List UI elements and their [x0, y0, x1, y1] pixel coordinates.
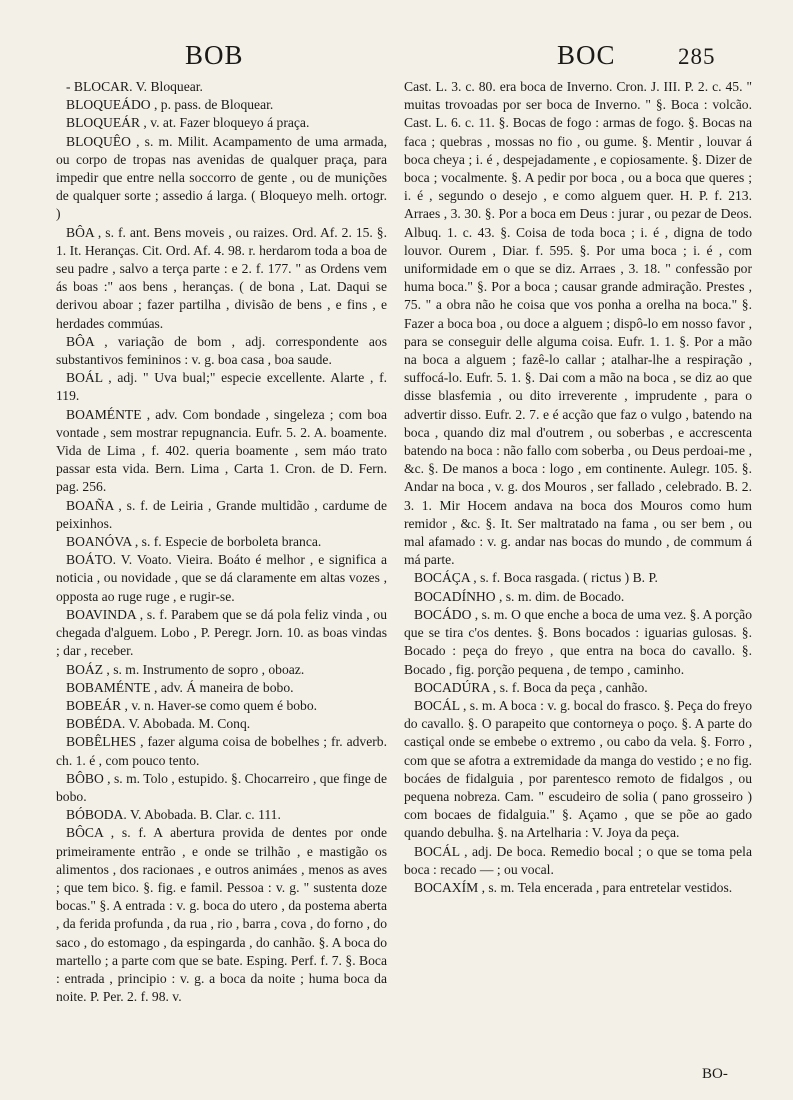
entry-bloqueo: BLOQUÊO , s. m. Milit. Acampamento de uma armada, ou corpo de tropas nas avenidas de qualquer praça, para impedir que entre nella soccorro de gente , ou de munições de qualquer sorte ; assedio á larga. ( Bloqueyo melh. ortogr. ): [56, 133, 387, 222]
entry-bobo: BÔBO , s. m. Tolo , estupido. §. Chocarreiro , que finge de bobo.: [56, 770, 387, 804]
entry-bocadura: BOCADÚRA , s. f. Boca da peça , canhão.: [414, 679, 648, 695]
entry-bocaxim: BOCAXÍM , s. m. Tela encerada , para entretelar vestidos.: [414, 879, 733, 895]
entry-boal: BOÁL , adj. " Uva bual;" especie excellente. Alarte , f. 119.: [56, 370, 387, 404]
entry-boato: BOÁTO. V. Voato. Vieira. Boáto é melhor , e significa a noticia , ou novidade , que se dá claramente em altas vozes , opposta ao ruge ruge , e rugir-se.: [56, 552, 387, 604]
entry-boca: BÔCA , s. f. A abertura provida de dentes por onde primeiramente entrão , e onde se trilhão , e mastigão os alimentos , dos racionaes , e outros animáes , menos as aves ; que tem bico. §. fig. e famil. Pessoa : v. g. " sustenta doze bocas." §. A entrada : v. g. boca do utero , da postema aberta , da ferida profunda , da rua , rio , barra , cova , do forno , do saco , do estomago , da espingarda , do canhão. §. A boca do martello ; a parte com que se bate. Esping. Perf. f. 7. §. Boca : entrada , principio : v. g. a boca da noite ; huma boca da noite. P. Per. 2. f. 98. v.: [56, 825, 387, 1005]
left-column: [56, 78, 387, 1006]
entry-bobeda: BOBÉDA. V. Abobada. M. Conq.: [66, 716, 251, 732]
catchword: BO-: [702, 1066, 728, 1082]
running-head-right: BOC: [557, 40, 616, 70]
running-head-left: BOB: [185, 40, 244, 70]
entry-bocal-noun: BOCÁL , s. m. A boca : v. g. bocal do frasco. §. Peça do freyo do cavallo. §. O parapeito que contorneya o poço. §. A parte do castiçal onde se embebe o extremo , ou cabo da vela. §. Forro , com que se afotra a extremidade da manga do vestido ; e no fig. bocáes de fidalguia , por parentesco remoto de fidalgos , ou pequena nobreza. Cam. " escudeiro de solia ( pano grosseiro ) com bocaes de fidalguia." §. Açamo , que se põe ao gado quando debulha. §. na Artelharia : V. Joya da peça.: [404, 697, 752, 841]
entry-bobelhes: BOBÊLHES , fazer alguma coisa de bobelhes ; fr. adverb. ch. 1. é , com pouco tento.: [56, 734, 387, 768]
entry-bocado: BOCÁDO , s. m. O que enche a boca de uma vez. §. A porção que se tira c'os dentes. §. Bons bocados : iguarias gulosas. §. Bocado : peça do freyo , que entra na boca do cavallo. §. Bocado , fig. porção pequena , de tempo , caminho.: [404, 606, 752, 677]
entry-boa-noun: BÔA , s. f. ant. Bens moveis , ou raizes. Ord. Af. 2. 15. §. 1. It. Heranças. Cit. Ord. Af. 4. 98. r. herdarom toda a boa de seu padre , salvo a terça parte : e 2. f. 177. " as Ordens vem ás boas :" aos bens , heranças. ( de bona , Lat. Daqui se derivou aboar ; fazer partilha , divisão de bens , e fins , e herdades commúas.: [56, 224, 387, 331]
entry-bocadinho: BOCADÍNHO , s. m. dim. de Bocado.: [414, 588, 625, 604]
entry-bloquear: BLOQUEÁR , v. at. Fazer bloqueyo á praça.: [66, 115, 310, 131]
right-column: [404, 78, 752, 897]
entry-boboda: BÓBODA. V. Abobada. B. Clar. c. 111.: [66, 807, 281, 823]
entry-boavinda: BOAVINDA , s. f. Parabem que se dá pola feliz vinda , ou chegada d'alguem. Lobo , P. Peregr. Jorn. 10. as boas vindas ; dar , receber.: [56, 606, 387, 659]
entry-boca-continued: Cast. L. 3. c. 80. era boca de Inverno. Cron. J. III. P. 2. c. 45. " muitas trovoadas por ser boca de Inverno. " §. Boca : volcão. Cast. L. 6. c. 11. §. Bocas de fogo : armas de fogo. §. Bocas na faca ; quebras , mossas no fio , ou gume. §. Mentir , louvar á boca cheya ; i. é , despejadamente , e copiosamente. §. Dizer de boca ; vocalmente. §. A pedir por boca , ou a boca que queres ; i. é , segundo o desejo , e como alguem quer. H. P. f. 213. Arraes , 3. 30. §. Por a boca em Deus : jurar , ou pezar de Deos. Albuq. 1. c. 43. §. Coisa de toda boca ; i. é , digna de todo louvor. Ourem , Diar. f. 595. §. Por uma boca ; i. é , com uniformidade em o que se diz. Arraes , 3. 18. " confessão por huma boca." §. Por a boca ; causar grande admiração. Prestes , 75. " a obra não he coisa que vos ponha a orelha na boca." §. Fazer a boca boa , ou doce a alguem ; dispô-lo em nosso favor , para se conseguir delle alguma coisa. Eufr. 1. 1. §. Por a mão na boca a alguem ; fazê-lo callar ; atalhar-lhe a respiração , suffocá-lo. Eufr. 5. 1. §. Dai com a mão na boca , se diz ao que disse blasfemia , ou dito irreverente , imprudente , para o advertir disso. Eufr. 2. 7. e é acção que faz o vulgo , batendo na boca , quando diz mal d'outrem , ou soberbas , e accrescenta batendo na boca : não fallo com soberba , ou Deus perdoai-me , &c. §. De manos a boca : logo , em continente. Aulegr. 105. §. Andar na boca , v. g. dos Mouros , ser fallado , celebrado. B. 2. 3. 1. Mir Hocem andava na boca dos Mouros como hum remidor , &c. §. It. Ser maltratado na fama , ou ser bem , ou mal afamado : v. g. andar nas bocas do mundo , de commum á má parte.: [404, 79, 752, 568]
entry-bloqueado: BLOQUEÁDO , p. pass. de Bloquear.: [66, 97, 274, 113]
entry-boamente: BOAMÉNTE , adv. Com bondade , singeleza ; com boa vontade , sem mostrar repugnancia. Eufr. 5. 2. A. boamente. Vida de Lima , f. 402. queria boamente , sem máo trato passar esta vida. Bern. Lima , Carta 1. Cron. de D. Fern. pag. 256.: [56, 406, 387, 495]
entry-bobamente: BOBAMÉNTE , adv. Á maneira de bobo.: [66, 679, 294, 695]
entry-boana: BOAÑA , s. f. de Leiria , Grande multidão , cardume de peixinhos.: [56, 497, 387, 531]
entry-bocaca: BOCÁÇA , s. f. Boca rasgada. ( rictus ) B. P.: [414, 570, 658, 586]
entry-boaz: BOÁZ , s. m. Instrumento de sopro , oboaz.: [66, 661, 305, 677]
entry-blocar: - BLOCAR. V. Bloquear.: [66, 79, 203, 94]
entry-boa-adj: BÔA , variação de bom , adj. correspondente aos substantivos femininos : v. g. boa casa , boa saude.: [56, 333, 387, 368]
entry-bobear: BOBEÁR , v. n. Haver-se como quem é bobo.: [66, 697, 318, 713]
entry-bocal-adj: BOCÁL , adj. De boca. Remedio bocal ; o que se toma pela boca : recado — ; ou vocal.: [404, 843, 752, 877]
page-number: 285: [678, 44, 716, 69]
entry-boanova: BOANÓVA , s. f. Especie de borboleta branca.: [66, 534, 322, 550]
